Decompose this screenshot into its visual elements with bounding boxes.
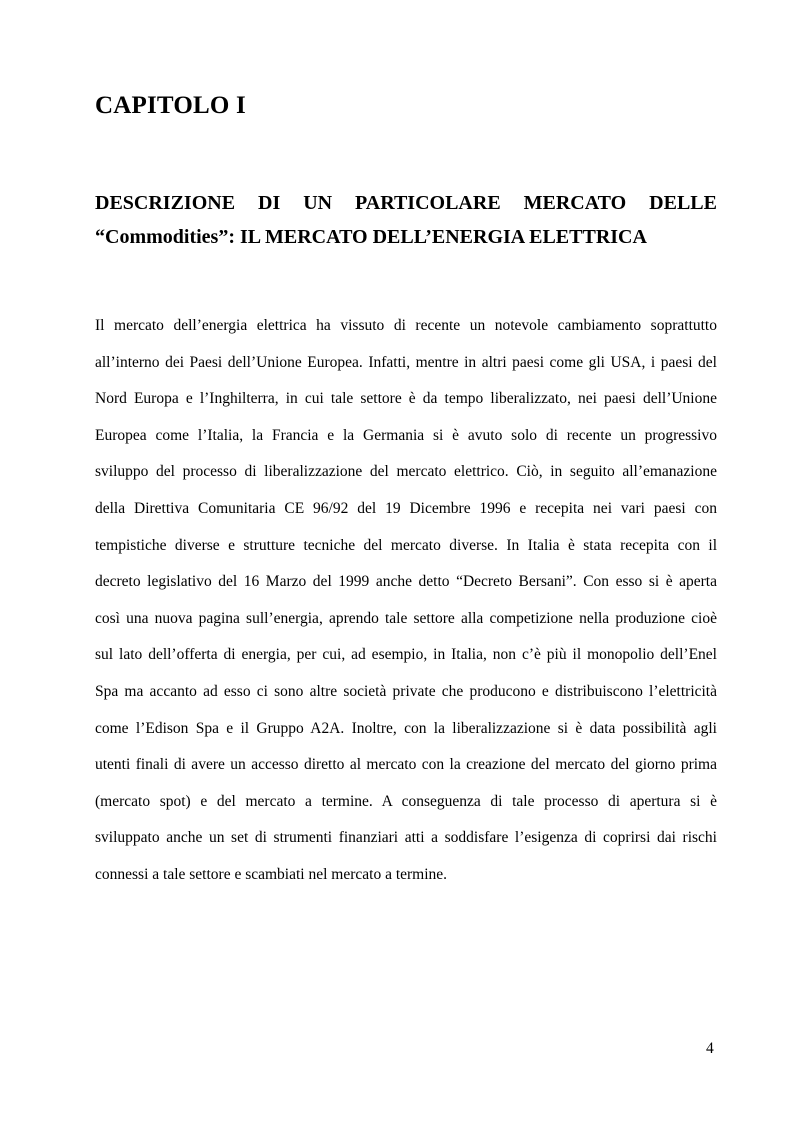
paragraph-line: così una nuova pagina sull’energia, aprendo tale settore alla competizione nella produzione cioè [95, 609, 717, 627]
body-paragraph [95, 313, 717, 899]
chapter-title: CAPITOLO I [95, 92, 246, 119]
paragraph-line: sviluppato anche un set di strumenti finanziari atti a soddisfare l’esigenza di coprirsi dai rischi [95, 829, 717, 847]
paragraph-line: Nord Europa e l’Inghilterra, in cui tale settore è da tempo liberalizzato, nei paesi dell’Unione [95, 390, 717, 408]
paragraph-line: tempistiche diverse e strutture tecniche del mercato diverse. In Italia è stata recepita con il [95, 536, 717, 554]
paragraph-line: Il mercato dell’energia elettrica ha vissuto di recente un notevole cambiamento soprattutto [95, 317, 717, 334]
paragraph-line: della Direttiva Comunitaria CE 96/92 del 19 Dicembre 1996 e recepita nei vari paesi con [95, 499, 717, 517]
paragraph-line: Europea come l’Italia, la Francia e la Germania si è avuto solo di recente un progressivo [95, 426, 717, 444]
section-heading [95, 186, 717, 254]
paragraph-line: decreto legislativo del 16 Marzo del 1999 anche detto “Decreto Bersani”. Con esso si è aperta [95, 573, 717, 591]
paragraph-line: connessi a tale settore e scambiati nel mercato a termine. [95, 865, 448, 883]
section-heading-line: DESCRIZIONE DI UN PARTICOLARE MERCATO DELLE [95, 192, 717, 214]
section-heading-line: “Commodities”: IL MERCATO DELL’ENERGIA ELETTRICA [95, 226, 647, 248]
paragraph-line: come l’Edison Spa e il Gruppo A2A. Inoltre, con la liberalizzazione si è data possibilità agli [95, 719, 717, 737]
paragraph-line: sul lato dell’offerta di energia, per cui, ad esempio, in Italia, non c’è più il monopolio dell’Enel [95, 646, 717, 664]
paragraph-line: sviluppo del processo di liberalizzazione del mercato elettrico. Ciò, in seguito all’emanazione [95, 463, 717, 481]
page-number: 4 [706, 1040, 714, 1057]
paragraph-line: Spa ma accanto ad esso ci sono altre società private che producono e distribuiscono l’elettricità [95, 682, 717, 700]
paragraph-line: all’interno dei Paesi dell’Unione Europea. Infatti, mentre in altri paesi come gli USA, i paesi del [95, 353, 717, 371]
paragraph-line: utenti finali di avere un accesso diretto al mercato con la creazione del mercato del giorno prima [95, 756, 717, 774]
paragraph-line: (mercato spot) e del mercato a termine. A conseguenza di tale processo di apertura si è [95, 792, 717, 810]
